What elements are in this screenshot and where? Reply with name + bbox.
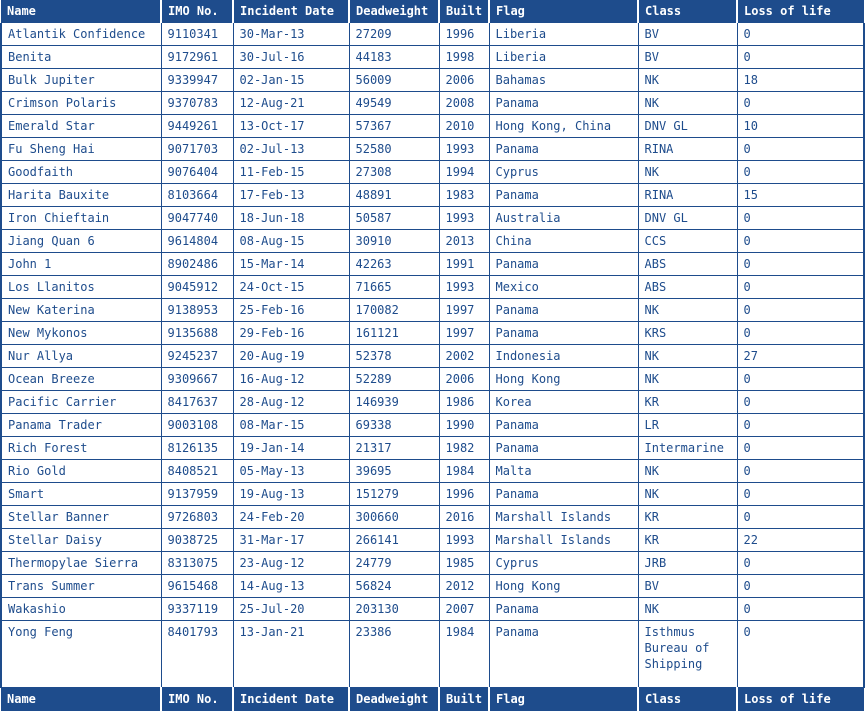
flag-cell: Cyprus (489, 161, 638, 184)
loss-of-life-cell: 0 (737, 276, 864, 299)
built-cell: 2013 (439, 230, 489, 253)
deadweight-cell: 39695 (349, 460, 439, 483)
table-row (1, 92, 864, 115)
built-cell: 1984 (439, 460, 489, 483)
built-cell: 1993 (439, 138, 489, 161)
header-imo: IMO No. (161, 0, 233, 23)
loss-of-life-cell: 0 (737, 575, 864, 598)
loss-of-life-cell: 0 (737, 138, 864, 161)
footer-name: Name (1, 688, 161, 712)
flag-cell: Marshall Islands (489, 529, 638, 552)
flag-cell: Panama (489, 621, 638, 688)
deadweight-cell: 170082 (349, 299, 439, 322)
table-row (1, 276, 864, 299)
table-row (1, 230, 864, 253)
loss-of-life-cell: 0 (737, 23, 864, 46)
class-cell: NK (638, 161, 737, 184)
deadweight-cell: 24779 (349, 552, 439, 575)
class-cell: NK (638, 299, 737, 322)
built-cell: 1985 (439, 552, 489, 575)
table-row (1, 207, 864, 230)
imo-cell: 9110341 (161, 23, 233, 46)
imo-cell: 9138953 (161, 299, 233, 322)
deadweight-cell: 30910 (349, 230, 439, 253)
flag-cell: Panama (489, 92, 638, 115)
name-cell: New Mykonos (1, 322, 161, 345)
table-row (1, 299, 864, 322)
loss-of-life-cell: 0 (737, 483, 864, 506)
class-cell: NK (638, 598, 737, 621)
imo-cell: 9045912 (161, 276, 233, 299)
table-header (1, 0, 864, 23)
imo-cell: 8902486 (161, 253, 233, 276)
table-row (1, 184, 864, 207)
built-cell: 2002 (439, 345, 489, 368)
table-row (1, 368, 864, 391)
imo-cell: 9172961 (161, 46, 233, 69)
incident-date-cell: 29-Feb-16 (233, 322, 349, 345)
imo-cell: 9337119 (161, 598, 233, 621)
flag-cell: China (489, 230, 638, 253)
deadweight-cell: 56009 (349, 69, 439, 92)
incident-date-cell: 13-Oct-17 (233, 115, 349, 138)
incident-date-cell: 12-Aug-21 (233, 92, 349, 115)
deadweight-cell: 48891 (349, 184, 439, 207)
imo-cell: 9137959 (161, 483, 233, 506)
built-cell: 2010 (439, 115, 489, 138)
flag-cell: Liberia (489, 46, 638, 69)
header-row (1, 0, 864, 23)
flag-cell: Hong Kong (489, 368, 638, 391)
name-cell: Fu Sheng Hai (1, 138, 161, 161)
name-cell: Los Llanitos (1, 276, 161, 299)
name-cell: Ocean Breeze (1, 368, 161, 391)
deadweight-cell: 27308 (349, 161, 439, 184)
table-row (1, 414, 864, 437)
loss-of-life-cell: 10 (737, 115, 864, 138)
built-cell: 1991 (439, 253, 489, 276)
deadweight-cell: 161121 (349, 322, 439, 345)
deadweight-cell: 52378 (349, 345, 439, 368)
table-row (1, 529, 864, 552)
deadweight-cell: 56824 (349, 575, 439, 598)
flag-cell: Mexico (489, 276, 638, 299)
built-cell: 1996 (439, 483, 489, 506)
name-cell: Bulk Jupiter (1, 69, 161, 92)
incident-date-cell: 23-Aug-12 (233, 552, 349, 575)
incident-date-cell: 31-Mar-17 (233, 529, 349, 552)
name-cell: Smart (1, 483, 161, 506)
imo-cell: 8401793 (161, 621, 233, 688)
loss-of-life-cell: 0 (737, 460, 864, 483)
built-cell: 2016 (439, 506, 489, 529)
table-row (1, 115, 864, 138)
class-cell: JRB (638, 552, 737, 575)
table-body (1, 23, 864, 688)
name-cell: Goodfaith (1, 161, 161, 184)
loss-of-life-cell: 0 (737, 437, 864, 460)
header-deadweight: Deadweight (349, 0, 439, 23)
imo-cell: 9370783 (161, 92, 233, 115)
imo-cell: 8417637 (161, 391, 233, 414)
footer-incident-date: Incident Date (233, 688, 349, 712)
table-row (1, 69, 864, 92)
built-cell: 1993 (439, 207, 489, 230)
loss-of-life-cell: 0 (737, 230, 864, 253)
table-row (1, 598, 864, 621)
class-cell: RINA (638, 138, 737, 161)
incident-date-cell: 11-Feb-15 (233, 161, 349, 184)
imo-cell: 9076404 (161, 161, 233, 184)
name-cell: John 1 (1, 253, 161, 276)
built-cell: 2007 (439, 598, 489, 621)
class-cell: KR (638, 391, 737, 414)
imo-cell: 8103664 (161, 184, 233, 207)
flag-cell: Malta (489, 460, 638, 483)
flag-cell: Panama (489, 184, 638, 207)
built-cell: 1982 (439, 437, 489, 460)
built-cell: 2006 (439, 69, 489, 92)
table-row (1, 437, 864, 460)
flag-cell: Marshall Islands (489, 506, 638, 529)
incident-date-cell: 28-Aug-12 (233, 391, 349, 414)
name-cell: Iron Chieftain (1, 207, 161, 230)
imo-cell: 9071703 (161, 138, 233, 161)
class-cell: NK (638, 69, 737, 92)
header-class: Class (638, 0, 737, 23)
incident-date-cell: 05-May-13 (233, 460, 349, 483)
name-cell: Stellar Banner (1, 506, 161, 529)
flag-cell: Cyprus (489, 552, 638, 575)
class-cell: Intermarine (638, 437, 737, 460)
class-cell: LR (638, 414, 737, 437)
loss-of-life-cell: 0 (737, 92, 864, 115)
flag-cell: Australia (489, 207, 638, 230)
table-row (1, 575, 864, 598)
loss-of-life-cell: 22 (737, 529, 864, 552)
loss-of-life-cell: 0 (737, 414, 864, 437)
imo-cell: 9047740 (161, 207, 233, 230)
name-cell: Panama Trader (1, 414, 161, 437)
flag-cell: Panama (489, 322, 638, 345)
footer-imo: IMO No. (161, 688, 233, 712)
name-cell: Stellar Daisy (1, 529, 161, 552)
table-row (1, 552, 864, 575)
flag-cell: Panama (489, 437, 638, 460)
name-cell: Yong Feng (1, 621, 161, 688)
class-cell: NK (638, 483, 737, 506)
deadweight-cell: 21317 (349, 437, 439, 460)
loss-of-life-cell: 0 (737, 552, 864, 575)
name-cell: Thermopylae Sierra (1, 552, 161, 575)
incident-date-cell: 08-Aug-15 (233, 230, 349, 253)
imo-cell: 9038725 (161, 529, 233, 552)
flag-cell: Panama (489, 598, 638, 621)
name-cell: Atlantik Confidence (1, 23, 161, 46)
table-row (1, 46, 864, 69)
table-row (1, 322, 864, 345)
incident-date-cell: 17-Feb-13 (233, 184, 349, 207)
imo-cell: 9615468 (161, 575, 233, 598)
deadweight-cell: 44183 (349, 46, 439, 69)
header-built: Built (439, 0, 489, 23)
header-name: Name (1, 0, 161, 23)
class-cell: NK (638, 460, 737, 483)
class-cell: DNV GL (638, 207, 737, 230)
table-row (1, 621, 864, 688)
flag-cell: Panama (489, 253, 638, 276)
footer-loss-of-life: Loss of life (737, 688, 864, 712)
deadweight-cell: 300660 (349, 506, 439, 529)
name-cell: Harita Bauxite (1, 184, 161, 207)
class-cell: KR (638, 529, 737, 552)
flag-cell: Bahamas (489, 69, 638, 92)
table-row (1, 391, 864, 414)
table-footer (1, 688, 864, 712)
flag-cell: Liberia (489, 23, 638, 46)
built-cell: 1993 (439, 529, 489, 552)
name-cell: Rio Gold (1, 460, 161, 483)
deadweight-cell: 151279 (349, 483, 439, 506)
incident-date-cell: 02-Jul-13 (233, 138, 349, 161)
loss-of-life-cell: 0 (737, 299, 864, 322)
imo-cell: 9726803 (161, 506, 233, 529)
table-row (1, 506, 864, 529)
class-cell: KRS (638, 322, 737, 345)
table-row (1, 138, 864, 161)
deadweight-cell: 27209 (349, 23, 439, 46)
table-row (1, 460, 864, 483)
flag-cell: Korea (489, 391, 638, 414)
flag-cell: Panama (489, 138, 638, 161)
class-cell: NK (638, 345, 737, 368)
footer-row (1, 688, 864, 712)
built-cell: 2008 (439, 92, 489, 115)
incident-date-cell: 16-Aug-12 (233, 368, 349, 391)
incident-date-cell: 19-Jan-14 (233, 437, 349, 460)
class-cell: ABS (638, 253, 737, 276)
footer-flag: Flag (489, 688, 638, 712)
deadweight-cell: 42263 (349, 253, 439, 276)
name-cell: Pacific Carrier (1, 391, 161, 414)
incident-date-cell: 24-Oct-15 (233, 276, 349, 299)
flag-cell: Hong Kong, China (489, 115, 638, 138)
deadweight-cell: 50587 (349, 207, 439, 230)
class-cell: NK (638, 368, 737, 391)
loss-of-life-cell: 15 (737, 184, 864, 207)
flag-cell: Indonesia (489, 345, 638, 368)
header-flag: Flag (489, 0, 638, 23)
class-cell: CCS (638, 230, 737, 253)
built-cell: 1986 (439, 391, 489, 414)
footer-built: Built (439, 688, 489, 712)
deadweight-cell: 266141 (349, 529, 439, 552)
name-cell: Rich Forest (1, 437, 161, 460)
incident-date-cell: 08-Mar-15 (233, 414, 349, 437)
class-cell: BV (638, 46, 737, 69)
deadweight-cell: 52289 (349, 368, 439, 391)
imo-cell: 8126135 (161, 437, 233, 460)
incident-date-cell: 15-Mar-14 (233, 253, 349, 276)
imo-cell: 9614804 (161, 230, 233, 253)
deadweight-cell: 203130 (349, 598, 439, 621)
incident-date-cell: 13-Jan-21 (233, 621, 349, 688)
table-row (1, 483, 864, 506)
class-cell: RINA (638, 184, 737, 207)
deadweight-cell: 69338 (349, 414, 439, 437)
flag-cell: Panama (489, 299, 638, 322)
table-row (1, 161, 864, 184)
imo-cell: 9309667 (161, 368, 233, 391)
class-cell: BV (638, 575, 737, 598)
table-row (1, 345, 864, 368)
deadweight-cell: 23386 (349, 621, 439, 688)
incident-date-cell: 25-Jul-20 (233, 598, 349, 621)
incident-date-cell: 24-Feb-20 (233, 506, 349, 529)
loss-of-life-cell: 18 (737, 69, 864, 92)
incident-date-cell: 20-Aug-19 (233, 345, 349, 368)
built-cell: 1984 (439, 621, 489, 688)
incident-date-cell: 30-Mar-13 (233, 23, 349, 46)
table-row (1, 23, 864, 46)
loss-of-life-cell: 0 (737, 161, 864, 184)
deadweight-cell: 71665 (349, 276, 439, 299)
flag-cell: Hong Kong (489, 575, 638, 598)
name-cell: Nur Allya (1, 345, 161, 368)
built-cell: 1997 (439, 322, 489, 345)
name-cell: Wakashio (1, 598, 161, 621)
incident-date-cell: 14-Aug-13 (233, 575, 349, 598)
incident-date-cell: 02-Jan-15 (233, 69, 349, 92)
footer-class: Class (638, 688, 737, 712)
class-cell: Isthmus Bureau of Shipping (638, 621, 737, 688)
incident-date-cell: 19-Aug-13 (233, 483, 349, 506)
imo-cell: 9135688 (161, 322, 233, 345)
imo-cell: 9449261 (161, 115, 233, 138)
class-cell: ABS (638, 276, 737, 299)
header-incident-date: Incident Date (233, 0, 349, 23)
loss-of-life-cell: 0 (737, 598, 864, 621)
imo-cell: 9003108 (161, 414, 233, 437)
loss-of-life-cell: 0 (737, 506, 864, 529)
loss-of-life-cell: 0 (737, 322, 864, 345)
built-cell: 2006 (439, 368, 489, 391)
class-cell: KR (638, 506, 737, 529)
built-cell: 1990 (439, 414, 489, 437)
class-cell: BV (638, 23, 737, 46)
class-cell: NK (638, 92, 737, 115)
built-cell: 1994 (439, 161, 489, 184)
built-cell: 1998 (439, 46, 489, 69)
deadweight-cell: 52580 (349, 138, 439, 161)
class-cell: DNV GL (638, 115, 737, 138)
imo-cell: 8313075 (161, 552, 233, 575)
loss-of-life-cell: 0 (737, 46, 864, 69)
loss-of-life-cell: 0 (737, 621, 864, 688)
incident-date-cell: 25-Feb-16 (233, 299, 349, 322)
built-cell: 1993 (439, 276, 489, 299)
incident-date-cell: 30-Jul-16 (233, 46, 349, 69)
deadweight-cell: 146939 (349, 391, 439, 414)
name-cell: Trans Summer (1, 575, 161, 598)
name-cell: New Katerina (1, 299, 161, 322)
header-loss-of-life: Loss of life (737, 0, 864, 23)
footer-deadweight: Deadweight (349, 688, 439, 712)
incident-date-cell: 18-Jun-18 (233, 207, 349, 230)
name-cell: Emerald Star (1, 115, 161, 138)
loss-of-life-cell: 0 (737, 368, 864, 391)
name-cell: Crimson Polaris (1, 92, 161, 115)
flag-cell: Panama (489, 414, 638, 437)
deadweight-cell: 57367 (349, 115, 439, 138)
loss-of-life-cell: 0 (737, 253, 864, 276)
built-cell: 2012 (439, 575, 489, 598)
built-cell: 1997 (439, 299, 489, 322)
name-cell: Jiang Quan 6 (1, 230, 161, 253)
imo-cell: 9245237 (161, 345, 233, 368)
name-cell: Benita (1, 46, 161, 69)
built-cell: 1996 (439, 23, 489, 46)
built-cell: 1983 (439, 184, 489, 207)
imo-cell: 9339947 (161, 69, 233, 92)
flag-cell: Panama (489, 483, 638, 506)
loss-of-life-cell: 0 (737, 391, 864, 414)
imo-cell: 8408521 (161, 460, 233, 483)
table-row (1, 253, 864, 276)
loss-of-life-cell: 27 (737, 345, 864, 368)
deadweight-cell: 49549 (349, 92, 439, 115)
loss-of-life-cell: 0 (737, 207, 864, 230)
